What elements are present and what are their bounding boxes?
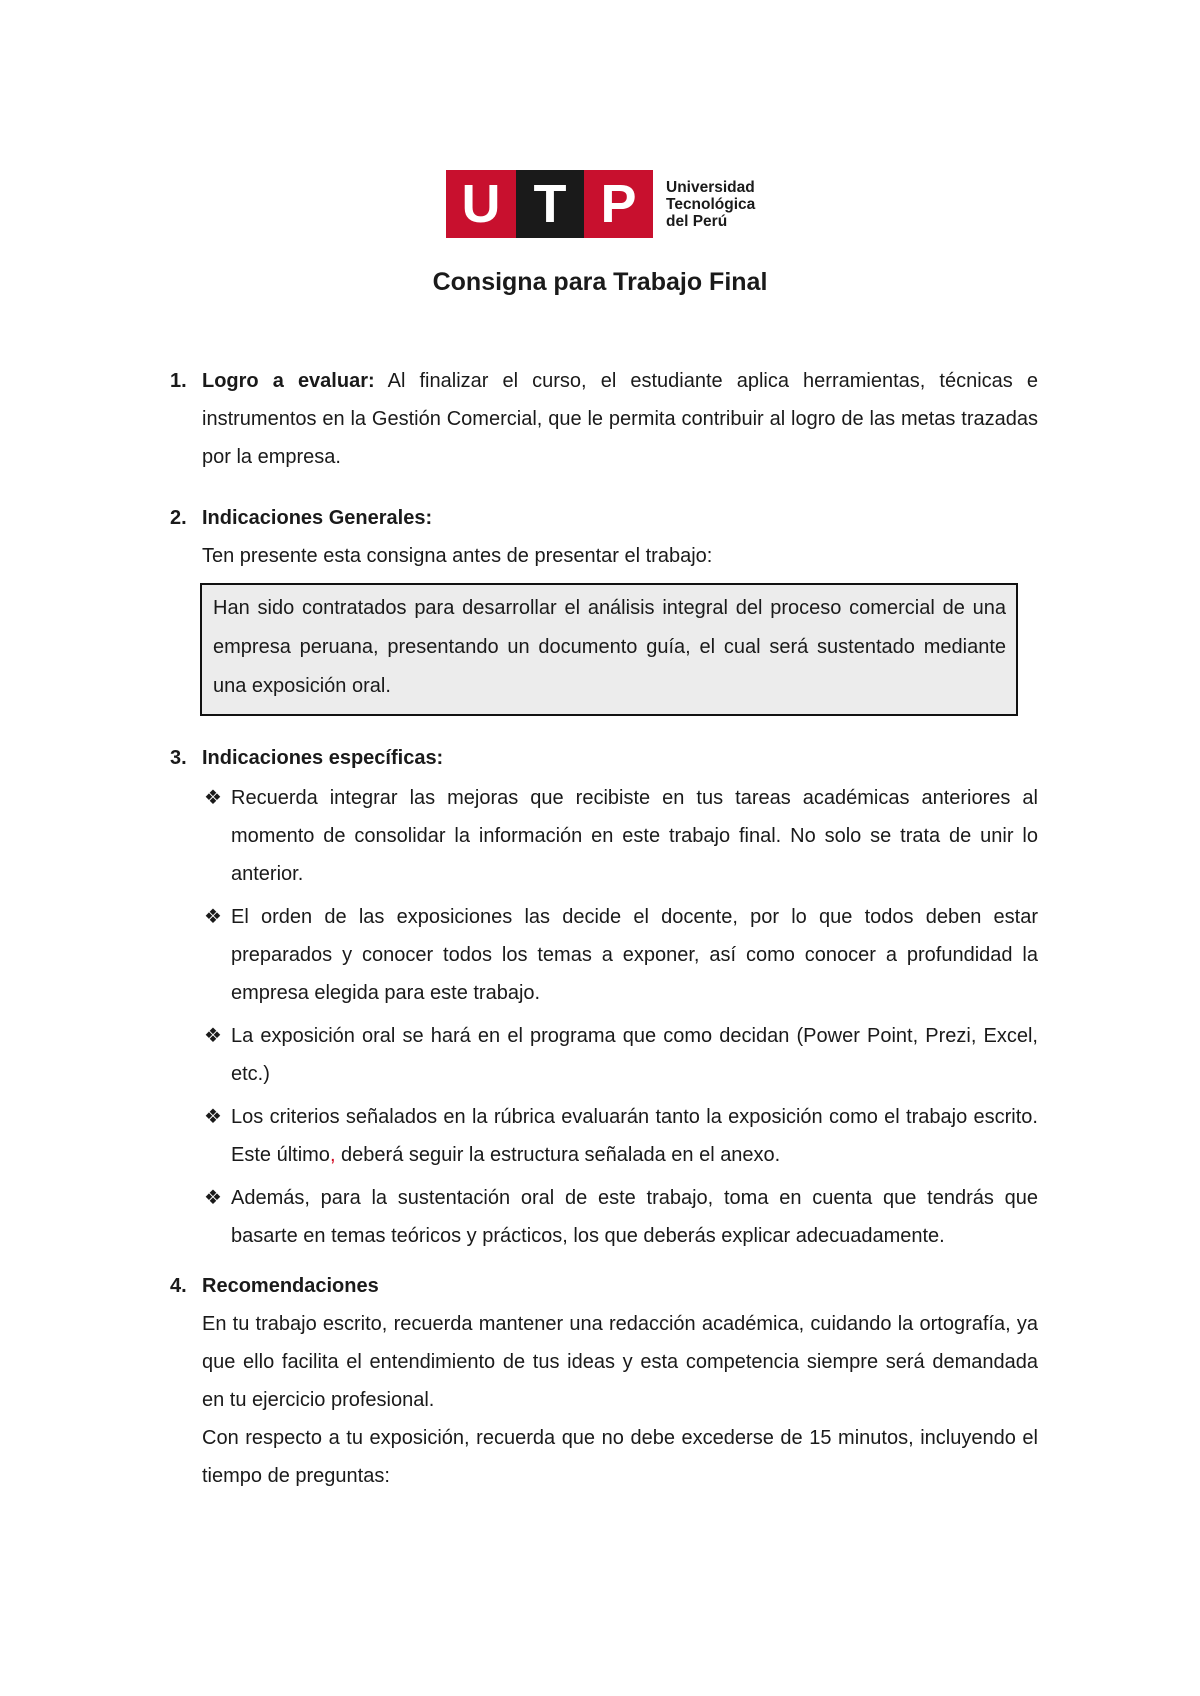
section-heading: Recomendaciones bbox=[202, 1275, 379, 1297]
section-indicaciones-generales bbox=[170, 499, 1038, 716]
utp-logo bbox=[446, 170, 755, 238]
diamond-bullet-icon: ❖ bbox=[204, 787, 222, 809]
section-paragraph: Con respecto a tu exposición, recuerda que no debe excederse de 15 minutos, incluyendo el tiempo de preguntas: bbox=[202, 1427, 1038, 1487]
list-item: ❖ Recuerda integrar las mejoras que recibiste en tus tareas académicas anteriores al momento de consolidar la información en este trabajo final. No solo se trata de unir lo anterior. bbox=[202, 779, 1038, 893]
section-number: 2. bbox=[170, 507, 187, 529]
list-item: ❖ La exposición oral se hará en el programa que como decidan (Power Point, Prezi, Excel, etc.) bbox=[202, 1017, 1038, 1093]
consigna-box bbox=[200, 583, 1018, 716]
section-indicaciones-especificas bbox=[170, 739, 1038, 1255]
diamond-bullet-icon: ❖ bbox=[204, 1187, 222, 1209]
list-item: ❖ Además, para la sustentación oral de este trabajo, toma en cuenta que tendrás que basarte en temas teóricos y prácticos, los que deberás explicar adecuadamente. bbox=[202, 1179, 1038, 1255]
highlighted-comma: , bbox=[329, 1144, 336, 1166]
list-item: ❖ El orden de las exposiciones las decide el docente, por lo que todos deben estar preparados y conocer todos los temas a exponer, así como conocer a profundidad la empresa elegida para este trabajo. bbox=[202, 898, 1038, 1012]
diamond-bullet-icon: ❖ bbox=[204, 1025, 222, 1047]
section-intro: Ten presente esta consigna antes de presentar el trabajo: bbox=[202, 545, 713, 567]
diamond-bullet-icon: ❖ bbox=[204, 1106, 222, 1128]
document-body bbox=[170, 362, 1038, 1495]
bullet-list bbox=[202, 779, 1038, 1255]
consigna-text: Han sido contratados para desarrollar el análisis integral del proceso comercial de una empresa peruana, presentando un documento guía, el cual será sustentado mediante una exposición oral. bbox=[213, 597, 1006, 697]
section-recomendaciones bbox=[170, 1267, 1038, 1495]
section-heading: Indicaciones Generales: bbox=[202, 507, 433, 529]
document-title: Consigna para Trabajo Final bbox=[432, 268, 768, 296]
section-logro bbox=[170, 362, 1038, 476]
section-paragraph: En tu trabajo escrito, recuerda mantener una redacción académica, cuidando la ortografía, ya que ello facilita el entendimiento de tus ideas y esta competencia siempre será demandada en tu ejercicio profesional. bbox=[202, 1313, 1038, 1411]
section-heading: Indicaciones específicas: bbox=[202, 747, 444, 769]
diamond-bullet-icon: ❖ bbox=[204, 906, 222, 928]
section-number: 3. bbox=[170, 747, 187, 769]
section-paragraph: Logro a evaluar: Al finalizar el curso, el estudiante aplica herramientas, técnicas e instrumentos en la Gestión Comercial, que le permita contribuir al logro de las metas trazadas por la empresa. bbox=[202, 370, 1038, 468]
logo-university-name: Universidad Tecnológica del Perú bbox=[666, 178, 756, 230]
logo-letter-p: P bbox=[584, 170, 653, 238]
section-number: 1. bbox=[170, 370, 187, 392]
section-number: 4. bbox=[170, 1275, 187, 1297]
logo-letter-t: T bbox=[516, 170, 584, 238]
list-item: ❖ Los criterios señalados en la rúbrica evaluarán tanto la exposición como el trabajo escrito. Este último, deberá seguir la estructura señalada en el anexo. bbox=[202, 1098, 1038, 1174]
logo-letter-u: U bbox=[446, 170, 516, 238]
utp-logo-mark bbox=[446, 170, 653, 238]
section-heading: Logro a evaluar: bbox=[202, 370, 375, 392]
